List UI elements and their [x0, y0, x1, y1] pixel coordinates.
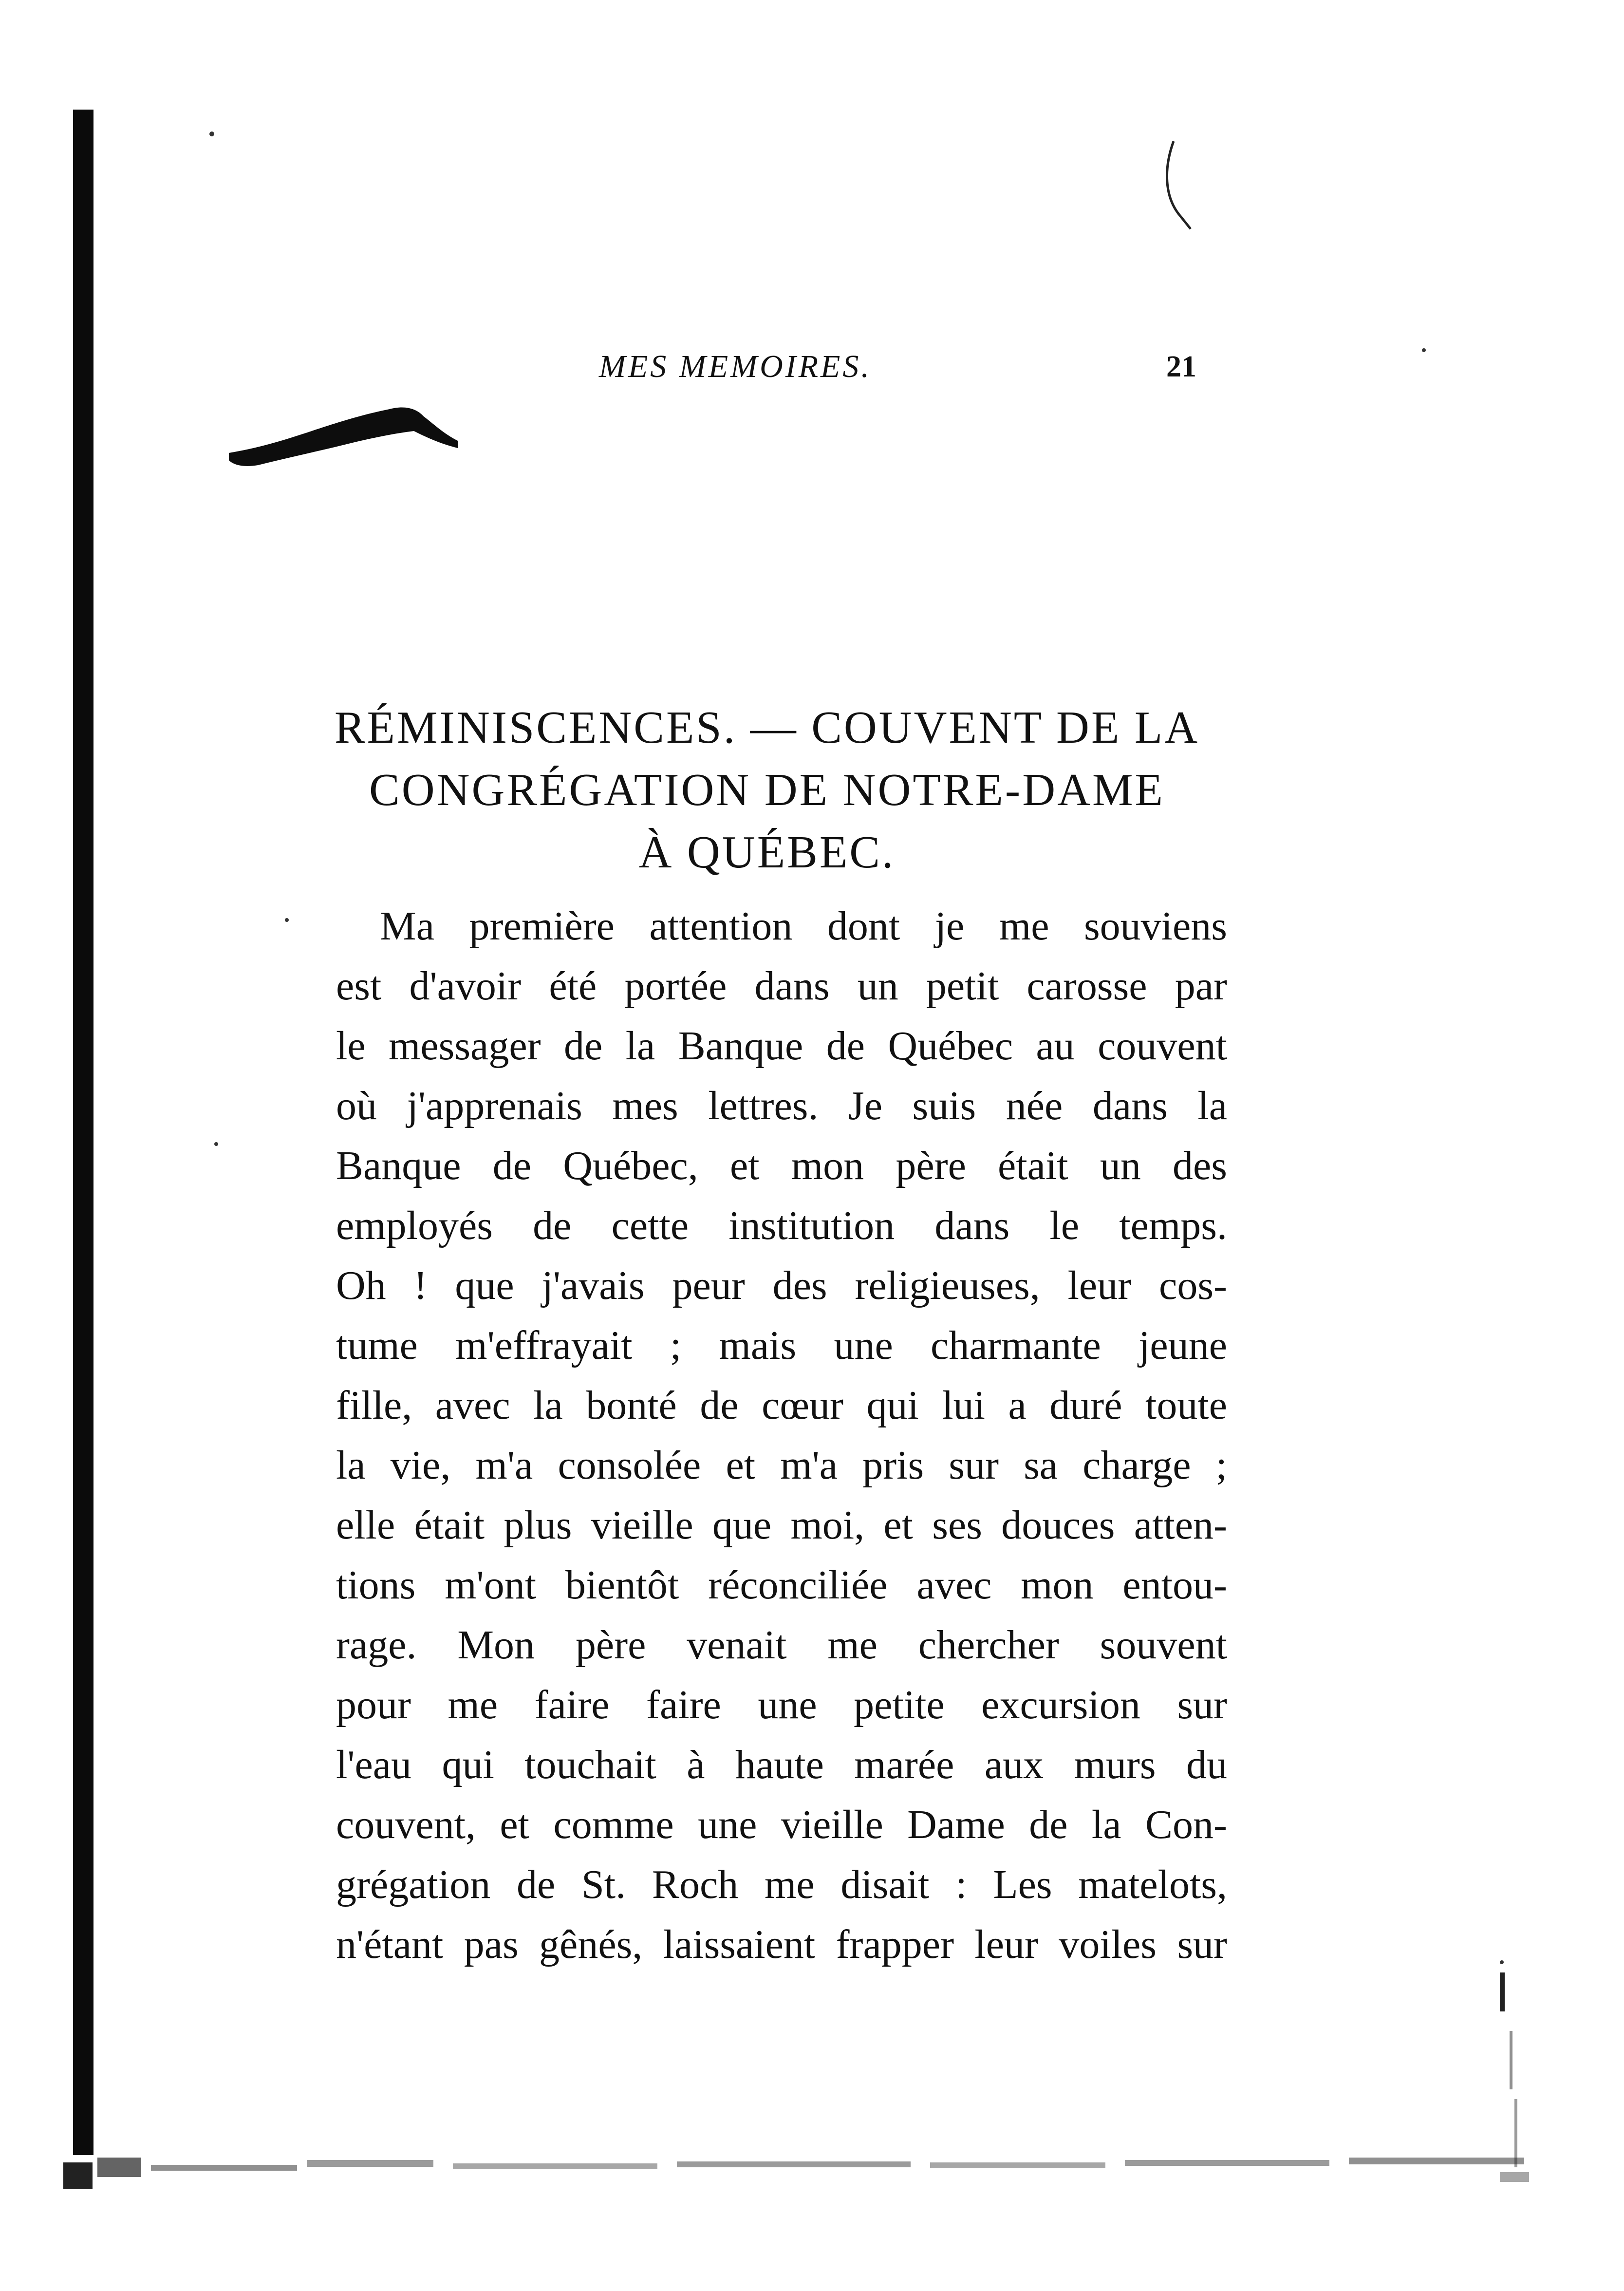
scan-noise-bottom — [63, 2133, 1549, 2197]
text-line: la vie, m'a consolée et m'a pris sur sa charge ; — [336, 1443, 1227, 1488]
text-line: n'étant pas gênés, laissaient frapper leur voiles sur — [336, 1922, 1227, 1967]
text-line: fille, avec la bonté de cœur qui lui a duré toute — [336, 1383, 1227, 1428]
text-line: employés de cette institution dans le temps. — [336, 1203, 1227, 1248]
ink-smudge — [229, 394, 472, 472]
text-line: l'eau qui touchait à haute marée aux murs du — [336, 1742, 1227, 1787]
chapter-title-line: À QUÉBEC. — [638, 827, 896, 878]
page-number: 21 — [1166, 350, 1196, 383]
chapter-title-line: CONGRÉGATION DE NOTRE-DAME — [369, 765, 1165, 815]
text-line: Banque de Québec, et mon père était un des — [336, 1143, 1227, 1188]
text-line: couvent, et comme une vieille Dame de la Con- — [336, 1802, 1227, 1847]
body-paragraph — [336, 896, 1227, 1974]
speck — [214, 1142, 218, 1146]
speck — [285, 918, 289, 922]
running-title: MES MEMOIRES. — [599, 349, 872, 384]
chapter-title — [292, 696, 1242, 883]
text-line: rage. Mon père venait me chercher souvent — [336, 1622, 1227, 1668]
text-line: pour me faire faire une petite excursion sur — [336, 1682, 1227, 1728]
speck — [1500, 1960, 1504, 1964]
pencil-mark — [1161, 139, 1200, 231]
text-line: est d'avoir été portée dans un petit carosse par — [336, 963, 1227, 1009]
text-line: tions m'ont bientôt réconciliée avec mon entou- — [336, 1562, 1227, 1608]
binding-shadow — [73, 110, 93, 2155]
text-line: Ma première attention dont je me souviens — [380, 903, 1227, 949]
speck — [209, 131, 214, 136]
text-line: elle était plus vieille que moi, et ses douces atten- — [336, 1502, 1227, 1548]
text-line: grégation de St. Roch me disait : Les matelots, — [336, 1862, 1227, 1907]
chapter-title-line: RÉMINISCENCES. — COUVENT DE LA — [334, 702, 1200, 753]
text-line: tume m'effrayait ; mais une charmante jeune — [336, 1323, 1227, 1368]
text-line: où j'apprenais mes lettres. Je suis née dans la — [336, 1083, 1227, 1128]
text-line: Oh ! que j'avais peur des religieuses, leur cos- — [336, 1263, 1227, 1308]
speck — [1422, 348, 1426, 352]
text-line: le messager de la Banque de Québec au couvent — [336, 1023, 1227, 1069]
scan-noise-right — [1480, 1972, 1539, 2206]
